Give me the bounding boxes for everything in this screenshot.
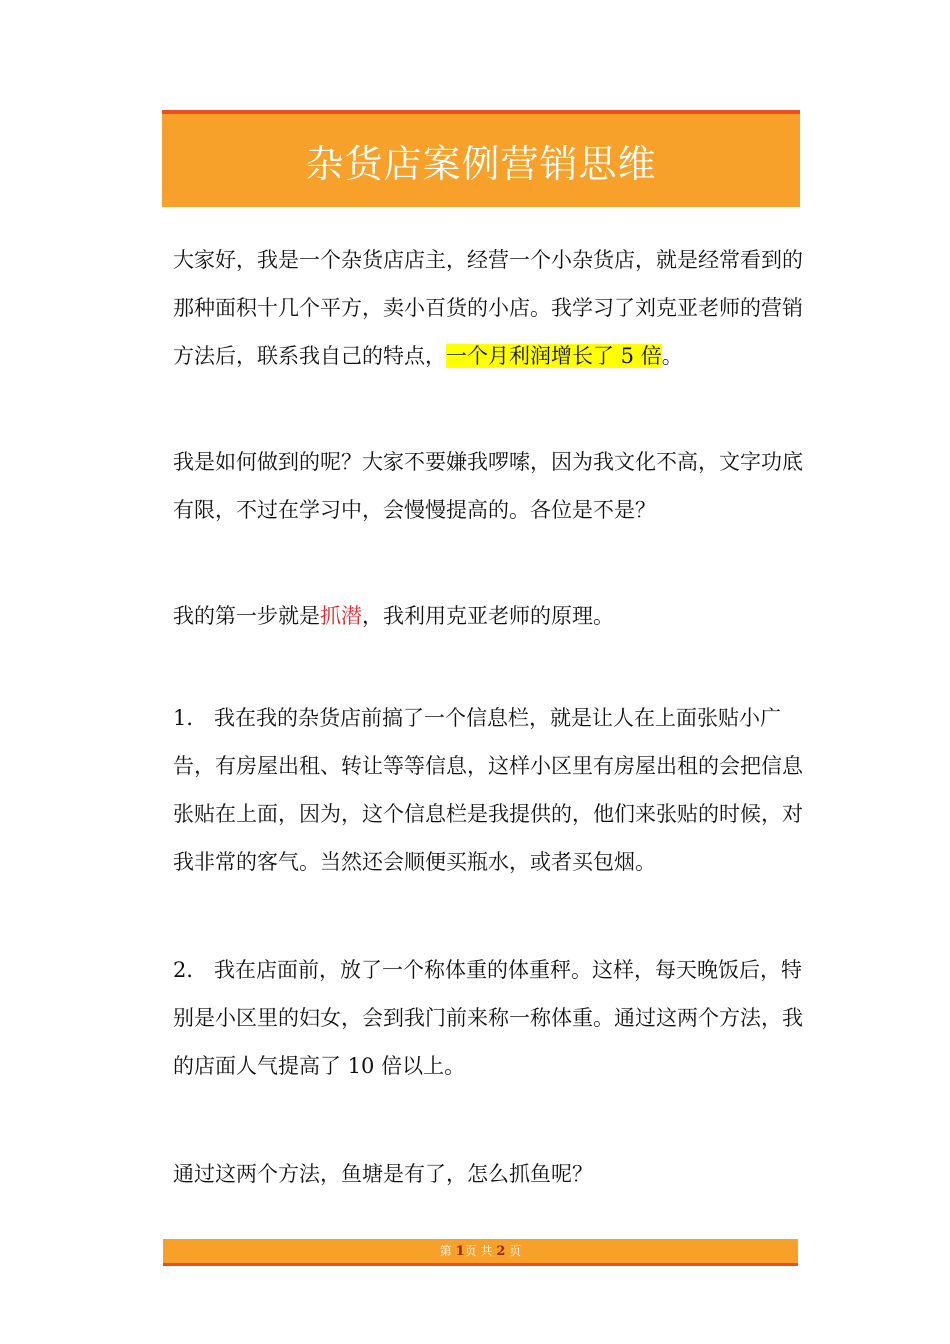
page-footer bbox=[163, 1239, 798, 1266]
paragraph-step-one bbox=[173, 592, 813, 640]
footer-prefix: 第 bbox=[439, 1244, 452, 1258]
footer-suffix: 页 bbox=[509, 1244, 522, 1258]
paragraph-intro bbox=[173, 236, 813, 380]
paragraph-intro-end: 。 bbox=[661, 344, 683, 368]
title-banner bbox=[162, 110, 800, 207]
paragraph-intro-text: 大家好，我是一个杂货店店主，经营一个小杂货店，就是经常看到的那种面积十几个平方，卖小百货的小店。我学习了刘克亚老师的营销方法后，联系我自己的特点， bbox=[173, 248, 803, 368]
keyword-red: 抓潜 bbox=[320, 604, 362, 628]
paragraph-item-2: 2． 我在店面前，放了一个称体重的体重秤。这样，每天晚饭后，特别是小区里的妇女，会到我门前来称一称体重。通过这两个方法，我的店面人气提高了 10 倍以上。 bbox=[173, 958, 803, 1078]
highlighted-result: 一个月利润增长了 5 倍 bbox=[446, 344, 662, 368]
footer-middle: 页 共 bbox=[464, 1244, 493, 1258]
step-one-after: ，我利用克亚老师的原理。 bbox=[362, 604, 614, 628]
footer-total-pages: 2 bbox=[496, 1244, 506, 1259]
page-title: 杂货店案例营销思维 bbox=[305, 142, 657, 186]
paragraph-closing: 通过这两个方法，鱼塘是有了，怎么抓鱼呢？ bbox=[173, 1162, 593, 1186]
step-one-before: 我的第一步就是 bbox=[173, 604, 320, 628]
paragraph-how: 我是如何做到的呢？大家不要嫌我啰嗦，因为我文化不高，文字功底有限，不过在学习中，会慢慢提高的。各位是不是？ bbox=[173, 450, 803, 522]
footer-page-number: 1 bbox=[455, 1244, 465, 1259]
paragraph-item-1: 1． 我在我的杂货店前搞了一个信息栏，就是让人在上面张贴小广告，有房屋出租、转让等等信息，这样小区里有房屋出租的会把信息张贴在上面，因为，这个信息栏是我提供的，他们来张贴的时候，对我非常的客气。当然还会顺便买瓶水，或者买包烟。 bbox=[173, 706, 803, 874]
